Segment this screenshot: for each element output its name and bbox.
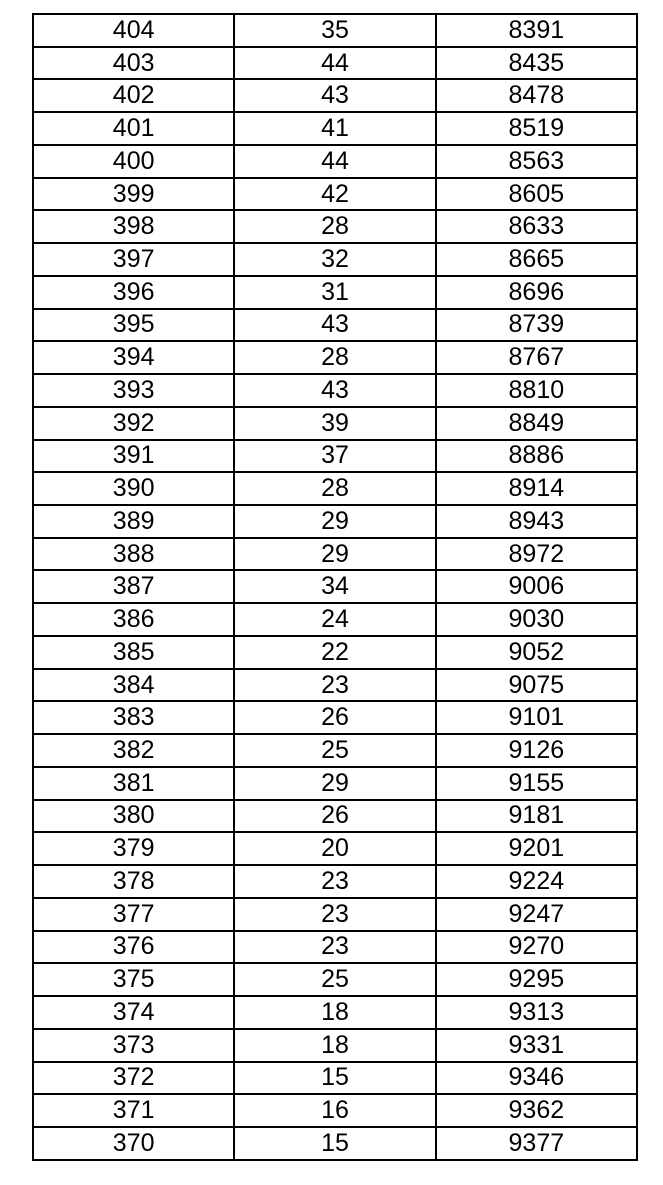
table-cell: 391: [33, 440, 234, 473]
table-cell: 9030: [436, 603, 637, 636]
table-row: [33, 243, 637, 276]
table-row: [33, 472, 637, 505]
table-cell: 9052: [436, 636, 637, 669]
table-cell: 398: [33, 210, 234, 243]
table-cell: 18: [234, 1029, 435, 1062]
table-cell: 394: [33, 341, 234, 374]
table-cell: 8696: [436, 276, 637, 309]
table-row: [33, 1029, 637, 1062]
table-cell: 8767: [436, 341, 637, 374]
table-row: [33, 79, 637, 112]
table-cell: 371: [33, 1094, 234, 1127]
table-cell: 9075: [436, 669, 637, 702]
table-row: [33, 505, 637, 538]
table-row: [33, 341, 637, 374]
table-cell: 9126: [436, 734, 637, 767]
table-cell: 8605: [436, 178, 637, 211]
table-cell: 387: [33, 570, 234, 603]
table-cell: 380: [33, 800, 234, 833]
table-cell: 16: [234, 1094, 435, 1127]
table-row: [33, 440, 637, 473]
table-cell: 9181: [436, 800, 637, 833]
table-cell: 18: [234, 996, 435, 1029]
table-row: [33, 898, 637, 931]
table-cell: 28: [234, 341, 435, 374]
table-cell: 26: [234, 701, 435, 734]
table-cell: 23: [234, 931, 435, 964]
table-row: [33, 931, 637, 964]
table-cell: 23: [234, 669, 435, 702]
table-cell: 383: [33, 701, 234, 734]
table-cell: 402: [33, 79, 234, 112]
table-cell: 8943: [436, 505, 637, 538]
table-cell: 29: [234, 538, 435, 571]
table-row: [33, 374, 637, 407]
table-cell: 390: [33, 472, 234, 505]
table-row: [33, 701, 637, 734]
table-row: [33, 112, 637, 145]
table-cell: 389: [33, 505, 234, 538]
table-row: [33, 734, 637, 767]
data-table: [32, 13, 638, 1161]
table-cell: 42: [234, 178, 435, 211]
table-cell: 15: [234, 1127, 435, 1160]
table-cell: 376: [33, 931, 234, 964]
table-row: [33, 669, 637, 702]
table-cell: 8810: [436, 374, 637, 407]
table-cell: 32: [234, 243, 435, 276]
table-row: [33, 1062, 637, 1095]
table-row: [33, 309, 637, 342]
table-row: [33, 210, 637, 243]
table-cell: 378: [33, 865, 234, 898]
table-row: [33, 276, 637, 309]
table-cell: 23: [234, 865, 435, 898]
table-row: [33, 832, 637, 865]
table-cell: 9247: [436, 898, 637, 931]
table-cell: 377: [33, 898, 234, 931]
table-cell: 20: [234, 832, 435, 865]
table-row: [33, 996, 637, 1029]
table-cell: 44: [234, 47, 435, 80]
table-cell: 8563: [436, 145, 637, 178]
table-row: [33, 145, 637, 178]
table-cell: 373: [33, 1029, 234, 1062]
table-cell: 374: [33, 996, 234, 1029]
table-cell: 28: [234, 210, 435, 243]
table-cell: 9295: [436, 963, 637, 996]
table-cell: 375: [33, 963, 234, 996]
table-cell: 39: [234, 407, 435, 440]
table-cell: 8633: [436, 210, 637, 243]
table-cell: 370: [33, 1127, 234, 1160]
table-row: [33, 1127, 637, 1160]
table-cell: 25: [234, 734, 435, 767]
table-body: [33, 14, 637, 1160]
table-cell: 43: [234, 374, 435, 407]
table-cell: 397: [33, 243, 234, 276]
table-cell: 382: [33, 734, 234, 767]
table-cell: 388: [33, 538, 234, 571]
table-cell: 9377: [436, 1127, 637, 1160]
table-cell: 26: [234, 800, 435, 833]
table-cell: 8886: [436, 440, 637, 473]
table-cell: 392: [33, 407, 234, 440]
table-row: [33, 767, 637, 800]
table-cell: 393: [33, 374, 234, 407]
table-cell: 9331: [436, 1029, 637, 1062]
table-cell: 31: [234, 276, 435, 309]
table-cell: 43: [234, 309, 435, 342]
table-cell: 15: [234, 1062, 435, 1095]
table-row: [33, 865, 637, 898]
table-cell: 9362: [436, 1094, 637, 1127]
table-cell: 9201: [436, 832, 637, 865]
table-cell: 23: [234, 898, 435, 931]
table-cell: 9270: [436, 931, 637, 964]
table-cell: 8478: [436, 79, 637, 112]
table-cell: 25: [234, 963, 435, 996]
table-cell: 8914: [436, 472, 637, 505]
table-cell: 399: [33, 178, 234, 211]
table-cell: 8519: [436, 112, 637, 145]
table-cell: 9313: [436, 996, 637, 1029]
table-cell: 9346: [436, 1062, 637, 1095]
table-cell: 8665: [436, 243, 637, 276]
table-cell: 385: [33, 636, 234, 669]
table-cell: 395: [33, 309, 234, 342]
table-row: [33, 963, 637, 996]
table-row: [33, 47, 637, 80]
table-row: [33, 800, 637, 833]
table-cell: 396: [33, 276, 234, 309]
table-cell: 9006: [436, 570, 637, 603]
table-cell: 403: [33, 47, 234, 80]
table-cell: 29: [234, 505, 435, 538]
table-row: [33, 636, 637, 669]
table-row: [33, 1094, 637, 1127]
table-cell: 379: [33, 832, 234, 865]
table-cell: 29: [234, 767, 435, 800]
table-row: [33, 603, 637, 636]
table-cell: 381: [33, 767, 234, 800]
table-cell: 9155: [436, 767, 637, 800]
table-cell: 9101: [436, 701, 637, 734]
table-cell: 400: [33, 145, 234, 178]
table-cell: 43: [234, 79, 435, 112]
table-cell: 9224: [436, 865, 637, 898]
table-cell: 22: [234, 636, 435, 669]
table-cell: 8849: [436, 407, 637, 440]
table-cell: 28: [234, 472, 435, 505]
table-row: [33, 570, 637, 603]
table-cell: 8435: [436, 47, 637, 80]
table-cell: 404: [33, 14, 234, 47]
table-cell: 386: [33, 603, 234, 636]
table-cell: 401: [33, 112, 234, 145]
table-cell: 37: [234, 440, 435, 473]
table-row: [33, 407, 637, 440]
table-cell: 8739: [436, 309, 637, 342]
table-cell: 41: [234, 112, 435, 145]
table-row: [33, 538, 637, 571]
table-row: [33, 14, 637, 47]
table-row: [33, 178, 637, 211]
table-cell: 34: [234, 570, 435, 603]
table-cell: 8972: [436, 538, 637, 571]
table-cell: 35: [234, 14, 435, 47]
table-cell: 24: [234, 603, 435, 636]
table-cell: 8391: [436, 14, 637, 47]
table-cell: 372: [33, 1062, 234, 1095]
table-cell: 44: [234, 145, 435, 178]
table-cell: 384: [33, 669, 234, 702]
